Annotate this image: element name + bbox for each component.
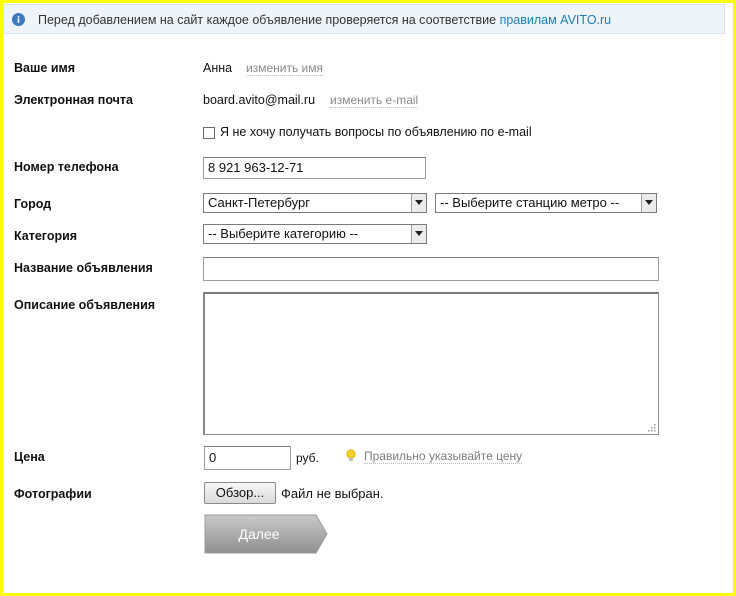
title-input[interactable]: [203, 257, 659, 281]
price-input[interactable]: 0: [204, 446, 291, 470]
email-label: Электронная почта: [14, 93, 133, 107]
resize-grip-icon[interactable]: [646, 422, 656, 432]
chevron-down-icon: [411, 194, 426, 212]
metro-select[interactable]: [435, 193, 657, 213]
lightbulb-icon: [345, 449, 357, 463]
photos-label: Фотографии: [14, 487, 92, 501]
email-value: board.avito@mail.ru: [203, 93, 316, 107]
price-label: Цена: [14, 450, 45, 464]
city-select[interactable]: [203, 193, 427, 213]
name-value: Анна: [203, 61, 233, 75]
next-button[interactable]: [204, 514, 328, 554]
no-email-checkbox-label[interactable]: Я не хочу получать вопросы по объявлению по e-mail: [220, 125, 532, 139]
change-name-link[interactable]: изменить имя: [246, 61, 323, 75]
city-select-value: Санкт-Петербург: [208, 195, 310, 210]
phone-label: Номер телефона: [14, 160, 119, 174]
price-unit: руб.: [296, 451, 319, 465]
description-textarea[interactable]: [203, 292, 659, 435]
file-status: Файл не выбран.: [281, 486, 384, 501]
chevron-down-icon: [411, 225, 426, 243]
phone-input[interactable]: 8 921 963-12-71: [203, 157, 426, 179]
browse-button[interactable]: Обзор...: [204, 482, 276, 504]
no-email-checkbox[interactable]: [203, 127, 215, 139]
title-label: Название объявления: [14, 261, 153, 275]
metro-select-value: -- Выберите станцию метро --: [440, 195, 620, 210]
chevron-down-icon: [641, 194, 656, 212]
change-email-link[interactable]: изменить e-mail: [330, 93, 419, 107]
description-label: Описание объявления: [14, 298, 156, 312]
category-label: Категория: [14, 229, 78, 243]
category-select-value: -- Выберите категорию --: [208, 226, 359, 241]
info-icon: [12, 13, 25, 26]
rules-notice: [3, 4, 725, 34]
category-select[interactable]: [203, 224, 427, 244]
price-hint-text[interactable]: Правильно указывайте цену: [364, 449, 523, 463]
next-button-label: Далее: [238, 526, 280, 542]
rules-link[interactable]: правилам AVITO.ru: [499, 13, 612, 27]
name-label: Ваше имя: [14, 61, 76, 75]
city-label: Город: [14, 197, 52, 211]
notice-text: Перед добавлением на сайт каждое объявление проверяется на соответствие правилам AVITO.ru: [38, 13, 612, 27]
